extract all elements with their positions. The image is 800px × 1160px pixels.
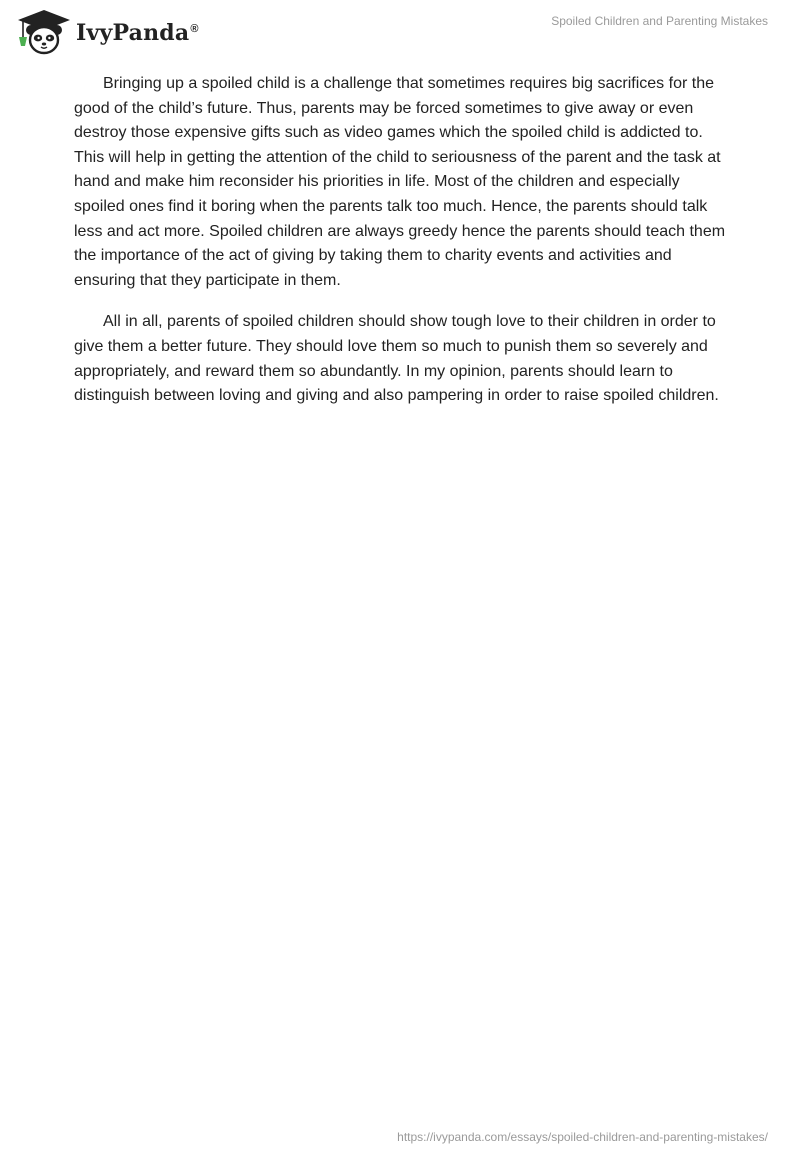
document-title: Spoiled Children and Parenting Mistakes — [551, 14, 768, 28]
logo-text: IvyPanda® — [76, 20, 199, 46]
paragraph: All in all, parents of spoiled children should show tough love to their children in order to give them a better future. They should love them so much to punish them so severely and appropriately, and reward them so abundantly. In my opinion, parents should learn to distinguish between loving and giving and also pampering in order to raise spoiled children. — [74, 313, 719, 405]
panda-graduate-icon — [14, 8, 74, 56]
registered-mark: ® — [190, 22, 199, 35]
page-header — [0, 0, 800, 60]
paragraph: Bringing up a spoiled child is a challenge that sometimes requires big sacrifices for the good of the child’s future. Thus, parents may be forced sometimes to give away or even destroy those expensive gifts such as video games which the spoiled child is addicted to. This will help in getting the attention of the child to seriousness of the parent and the task at hand and make him reconsider his priorities in life. Most of the children and especially spoiled ones find it boring when the parents talk too much. Hence, the parents should talk less and act more. Spoiled children are always greedy hence the parents should teach them the importance of the act of giving by taking them to charity events and activities and ensuring that they participate in them. — [74, 75, 726, 289]
ivypanda-logo[interactable] — [14, 8, 199, 56]
essay-body — [74, 72, 734, 426]
source-url[interactable]: https://ivypanda.com/essays/spoiled-children-and-parenting-mistakes/ — [397, 1130, 768, 1144]
